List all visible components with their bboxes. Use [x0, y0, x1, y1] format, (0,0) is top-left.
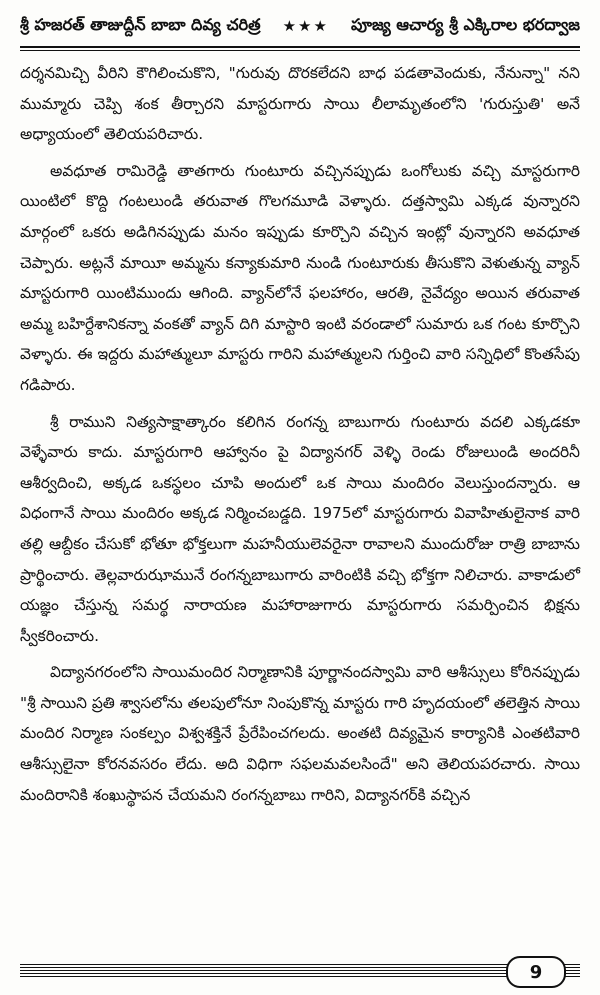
page-number: 9	[506, 956, 566, 988]
paragraph: విద్యానగరంలోని సాయిమందిర నిర్మాణానికి పూర్ణానందస్వామి వారి ఆశీస్సులు కోరినప్పుడు "శ్రీ సాయిని ప్రతి శ్వాసలోను తలపులోనూ నింపుకొన్న మాస్టరు గారి హృదయంలో తలెత్తిన సాయి మందిర నిర్మాణ సంకల్పం విశ్వశక్తినే ప్రేరేపించగలదు. అంతటి దివ్యమైన కార్యానికి ఎంతటివారి ఆశీస్సులైనా కోరనవసరం లేదు. అది విధిగా సఫలమవలసిందే" అని తెలియపరచారు. సాయి మందిరానికి శంఖుస్థాపన చేయమని రంగన్నబాబు గారిని, విద్యానగర్‌కి వచ్చిన	[20, 663, 580, 804]
footer-rule	[20, 970, 580, 971]
page-body	[20, 58, 580, 816]
running-header	[20, 8, 580, 44]
header-rule-thin	[20, 50, 580, 51]
paragraph: శ్రీ రాముని నిత్యసాక్షాత్కారం కలిగిన రంగన్న బాబుగారు గుంటూరు వదలి ఎక్కడకూ వెళ్ళేవారు కాదు. మాస్టరుగారి ఆహ్వానం పై విద్యానగర్ వెళ్ళి రెండు రోజులుండి అందరినీ ఆశీర్వదించి, అక్కడ ఒకస్థలం చూపి అందులో ఒక సాయి మందిరం వెలుస్తుందన్నారు. ఆ విధంగానే సాయి మందిరం అక్కడ నిర్మించబడ్డది. 1975లో మాస్టరుగారు వివాహితులైనాక వారి తల్లి ఆబ్దీకం చేసుకో భోతూ భోక్తలుగా మహనీయులెవరైనా రావాలని ముందురోజు రాత్రి బాబాను ప్రార్థించారు. తెల్లవారుఝామునే రంగన్నబాబుగారు వారింటికి వచ్చి భోక్తగా నిలిచారు. వాకాడులో యజ్ఞం చేస్తున్న సమర్థ నారాయణ మహారాజుగారు మాస్టరుగారు సమర్పించిన భిక్షను స్వీకరించారు.	[20, 412, 580, 645]
book-title: శ్రీ హజరత్ తాజుద్దీన్ బాబా దివ్య చరిత్ర	[20, 14, 261, 34]
footer-rule	[20, 964, 580, 965]
header-rule	[20, 46, 580, 48]
star-ornament: ★★★	[282, 17, 329, 35]
footer-rule	[20, 973, 580, 974]
page-footer	[20, 956, 580, 986]
author-name: పూజ్య ఆచార్య శ్రీ ఎక్కిరాల భరద్వాజ	[351, 14, 580, 34]
paragraph: దర్శనమిచ్చి వీరిని కౌగిలించుకొని, "గురువు దొరకలేదని బాధ పడతావెందుకు, నేనున్నా" నని ముమ్మారు చెప్పి శంక తీర్చారని మాస్టరుగారు సాయి లీలామృతంలోని 'గురుస్తుతి' అనే అధ్యాయంలో తెలియపరిచారు.	[20, 64, 580, 144]
footer-rule	[20, 967, 580, 968]
paragraph: అవధూత రామిరెడ్డి తాతగారు గుంటూరు వచ్చినప్పుడు ఒంగోలుకు వచ్చి మాస్టరుగారి యింటిలో కొద్ది గంటలుండి తరువాత గొలగమూడి వెళ్ళారు. దత్తస్వామి ఎక్కడ వున్నారని మార్గంలో ఒకరు అడిగినప్పుడు మనం ఇప్పుడు కూర్చొని వచ్చిన ఇంట్లో వున్నారని అవధూత చెప్పారు. అట్లనే మాయీ అమ్మను కన్యాకుమారి నుండి గుంటూరుకు తీసుకొని వెళుతున్న వ్యాన్ మాస్టరుగారి యింటిముందు ఆగింది. వ్యాన్‌లోనే ఫలహారం, ఆరతి, నైవేద్యం అయిన తరువాత అమ్మ బహిర్దేశానికన్నా వంకతో వ్యాన్ దిగి మాస్టారి ఇంటి వరండాలో సుమారు ఒక గంట కూర్చొని వెళ్ళారు. ఈ ఇద్దరు మహాత్ములూ మాస్టరు గారిని మహాత్ములని గుర్తించి వారి సన్నిధిలో కొంతసేపు గడిపారు.	[20, 161, 580, 394]
footer-rule	[20, 976, 580, 977]
